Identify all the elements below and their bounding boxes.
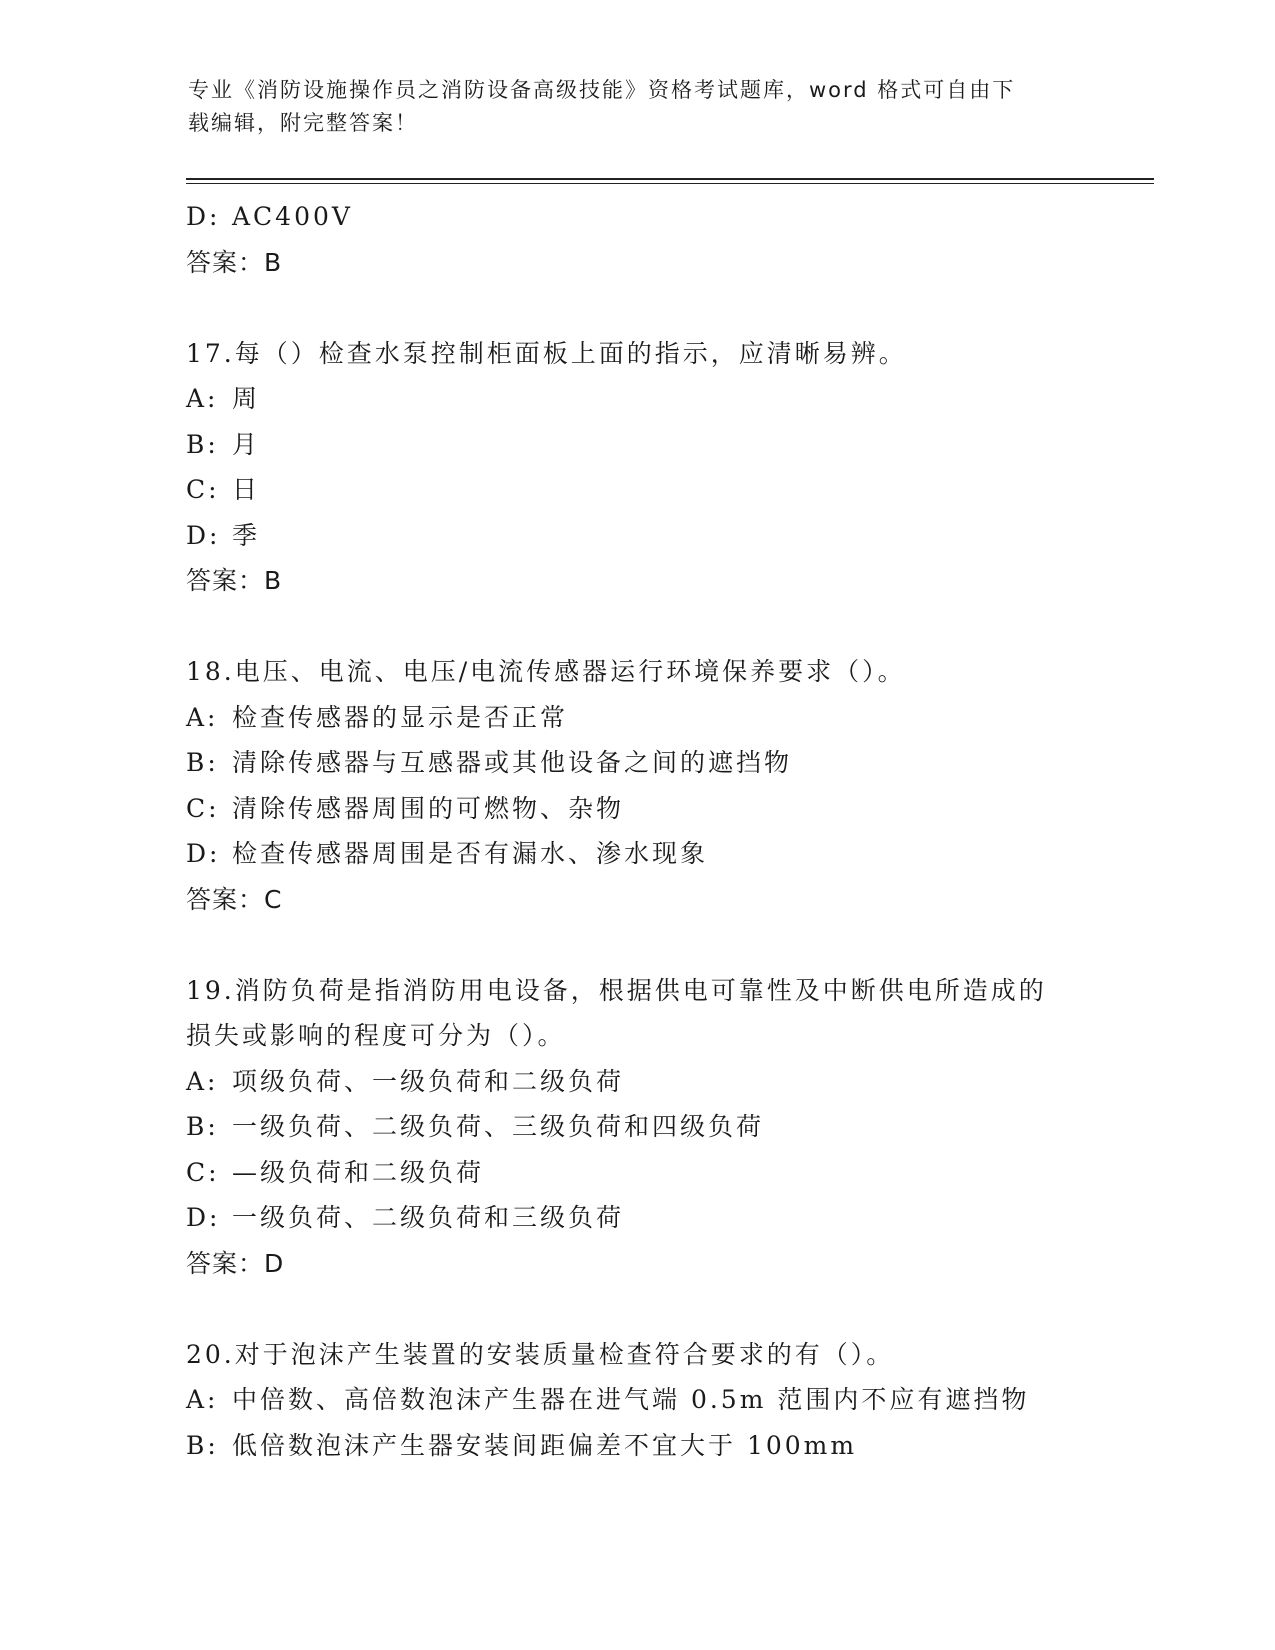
question-stem-line-2: 损失或影响的程度可分为（）。 — [186, 1021, 566, 1050]
option-text: 低倍数泡沫产生器安装间距偏差不宜大于 100mm — [232, 1430, 858, 1460]
spacer — [186, 922, 1086, 968]
answer-line: 答案：B — [186, 247, 283, 277]
option-key: D: — [186, 1203, 221, 1232]
option-text: 周 — [232, 384, 261, 413]
option-a — [186, 1059, 1086, 1105]
header-line-2: 载编辑，附完整答案！ — [188, 111, 418, 135]
option-b — [186, 422, 1086, 468]
answer-line: 答案：D — [186, 1248, 285, 1278]
option-key: B: — [186, 1430, 219, 1460]
option-a — [186, 695, 1086, 741]
option-a — [186, 1377, 1086, 1423]
option-text: 清除传感器周围的可燃物、杂物 — [232, 793, 625, 823]
option-b — [186, 740, 1086, 786]
option-d — [186, 1195, 1086, 1241]
option-d — [186, 513, 1086, 559]
option-text: 清除传感器与互感器或其他设备之间的遮挡物 — [232, 748, 793, 777]
option-b — [186, 1104, 1086, 1150]
answer-line: 答案：C — [186, 884, 283, 914]
option-text: 检查传感器周围是否有漏水、渗水现象 — [232, 839, 709, 868]
option-key: B: — [186, 748, 219, 777]
header-divider-thin — [186, 183, 1154, 184]
question-stem-line-1: 19.消防负荷是指消防用电设备，根据供电可靠性及中断供电所造成的 — [186, 975, 1047, 1005]
document-header — [188, 74, 1068, 140]
option-text: 日 — [232, 475, 261, 504]
spacer — [186, 285, 1086, 331]
option-key: C: — [186, 1157, 220, 1187]
option-key: A: — [186, 1066, 219, 1096]
header-line-1: 专业《消防设施操作员之消防设备高级技能》资格考试题库，word 格式可自由下 — [188, 78, 1016, 102]
option-key: B: — [186, 429, 219, 459]
question-stem: 18.电压、电流、电压/电流传感器运行环境保养要求（）。 — [186, 657, 906, 686]
option-a — [186, 376, 1086, 422]
option-text: 检查传感器的显示是否正常 — [232, 702, 569, 732]
question-stem: 17.每（）检查水泵控制柜面板上面的指示，应清晰易辨。 — [186, 338, 907, 368]
option-c — [186, 467, 1086, 513]
option-key: B: — [186, 1112, 219, 1141]
option-d — [186, 831, 1086, 877]
option-key: D: — [186, 839, 221, 868]
option-text: —级负荷和二级负荷 — [232, 1157, 485, 1187]
option-c — [186, 786, 1086, 832]
answer-line: 答案：B — [186, 566, 283, 595]
option-key: A: — [186, 384, 219, 413]
question-stem: 20.对于泡沫产生装置的安装质量检查符合要求的有（）。 — [186, 1339, 895, 1369]
option-text: 一级负荷、二级负荷、三级负荷和四级负荷 — [232, 1112, 765, 1141]
option-text: 项级负荷、一级负荷和二级负荷 — [232, 1066, 625, 1096]
spacer — [186, 604, 1086, 650]
option-text: AC400V — [232, 202, 353, 231]
option-b — [186, 1423, 1086, 1469]
option-key: A: — [186, 1385, 219, 1414]
option-key: C: — [186, 793, 220, 823]
option-d — [186, 194, 1086, 240]
option-text: 中倍数、高倍数泡沫产生器在进气端 0.5m 范围内不应有遮挡物 — [232, 1385, 1030, 1414]
question-list — [186, 194, 1086, 1468]
option-key: D: — [186, 202, 221, 231]
option-text: 季 — [232, 520, 261, 550]
option-key: C: — [186, 475, 220, 504]
option-c — [186, 1150, 1086, 1196]
option-key: D: — [186, 520, 221, 550]
header-divider-thick — [186, 178, 1154, 180]
option-text: 月 — [232, 429, 261, 459]
option-key: A: — [186, 702, 219, 732]
spacer — [186, 1286, 1086, 1332]
option-text: 一级负荷、二级负荷和三级负荷 — [232, 1203, 625, 1232]
